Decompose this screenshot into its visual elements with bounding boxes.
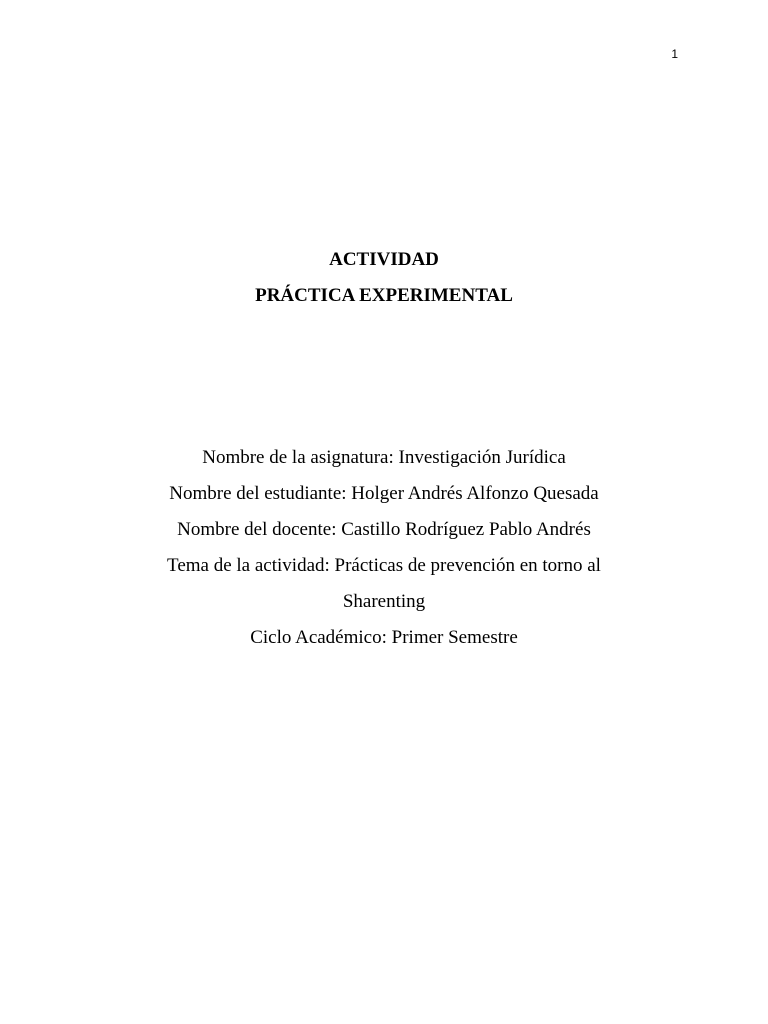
title-block (0, 242, 768, 314)
title-experimental-practice: PRÁCTICA EXPERIMENTAL (255, 285, 513, 306)
subject-name: Nombre de la asignatura: Investigación Jurídica (202, 447, 566, 468)
academic-cycle: Ciclo Académico: Primer Semestre (250, 627, 518, 648)
title-activity: ACTIVIDAD (329, 249, 439, 270)
cover-info-block (130, 440, 638, 656)
page-number: 1 (671, 47, 678, 61)
activity-topic: Tema de la actividad: Prácticas de prevención en torno al Sharenting (167, 555, 601, 612)
student-name: Nombre del estudiante: Holger Andrés Alfonzo Quesada (169, 483, 599, 504)
teacher-name: Nombre del docente: Castillo Rodríguez Pablo Andrés (177, 519, 591, 540)
